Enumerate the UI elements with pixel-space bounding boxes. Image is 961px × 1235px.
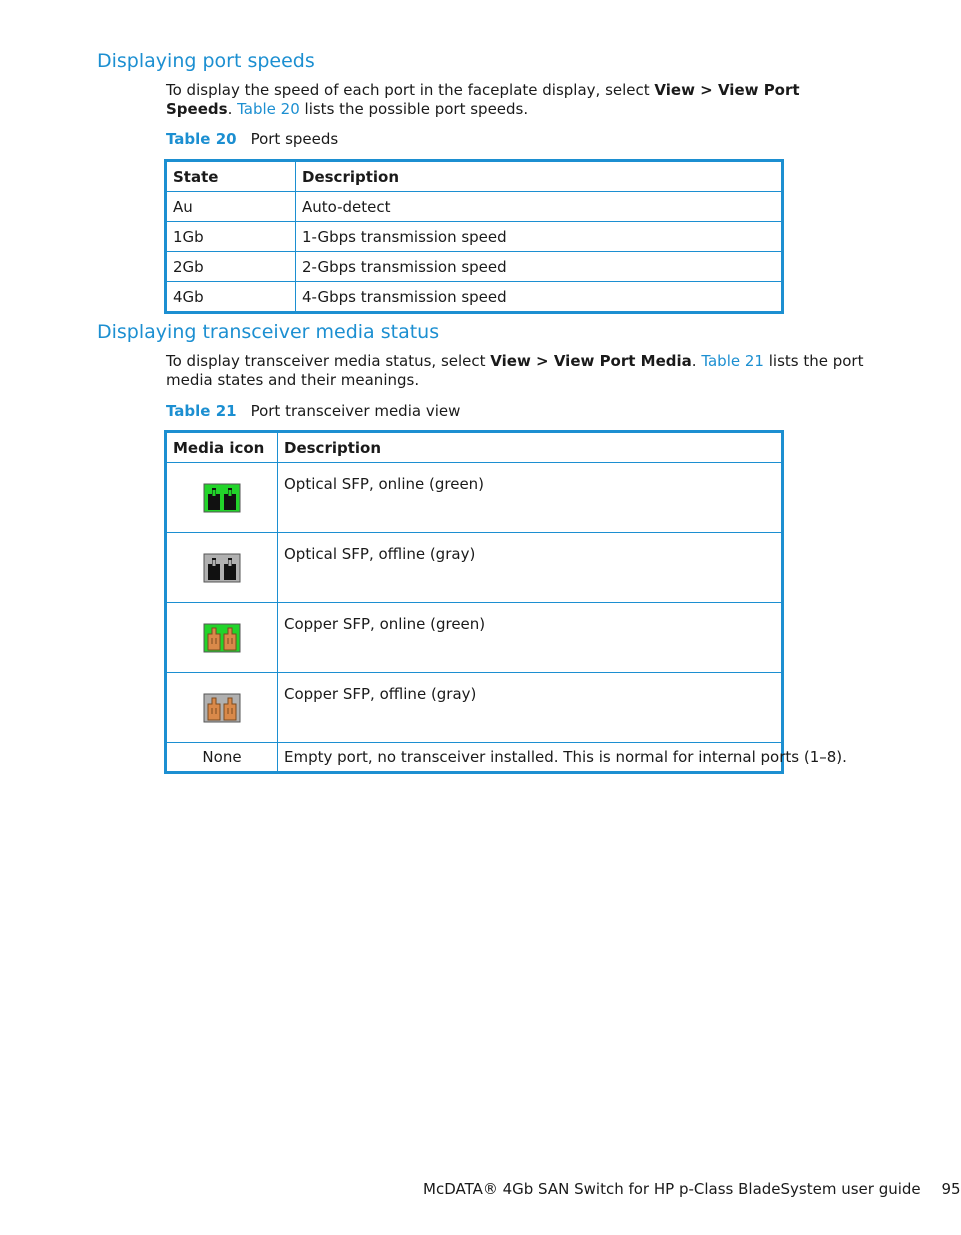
column-header-description: Description	[278, 432, 783, 463]
media-icon-cell: None	[166, 743, 278, 773]
column-header-description: Description	[296, 161, 783, 192]
state-cell: 4Gb	[166, 282, 296, 313]
copper-sfp-offline-icon	[204, 694, 240, 722]
page-number: 95	[941, 1180, 961, 1198]
footer-title: McDATA® 4Gb SAN Switch for HP p-Class BladeSystem user guide	[423, 1180, 921, 1198]
description-cell: 4-Gbps transmission speed	[296, 282, 783, 313]
state-cell: 1Gb	[166, 222, 296, 252]
table-row	[166, 743, 783, 773]
table-row	[166, 603, 783, 673]
description-cell: Copper SFP, offline (gray)	[278, 673, 783, 743]
optical-sfp-online-icon	[204, 484, 240, 512]
column-header-state: State	[166, 161, 296, 192]
state-cell: Au	[166, 192, 296, 222]
table-21-link[interactable]: Table 21	[701, 352, 764, 370]
table-header-row	[166, 432, 783, 463]
port-speeds-table	[164, 159, 784, 314]
table-row	[166, 192, 783, 222]
table-21-caption: Table 21 Port transceiver media view	[166, 402, 461, 420]
table-row	[166, 222, 783, 252]
description-cell: 2-Gbps transmission speed	[296, 252, 783, 282]
media-icon-cell	[166, 603, 278, 673]
description-cell: 1-Gbps transmission speed	[296, 222, 783, 252]
table-header-row	[166, 161, 783, 192]
page-footer	[423, 1180, 961, 1198]
column-header-media-icon: Media icon	[166, 432, 278, 463]
copper-sfp-online-icon	[204, 624, 240, 652]
media-icon-cell	[166, 673, 278, 743]
table-row	[166, 673, 783, 743]
description-cell: Optical SFP, offline (gray)	[278, 533, 783, 603]
optical-sfp-offline-icon	[204, 554, 240, 582]
section-heading-transceiver-media: Displaying transceiver media status	[97, 321, 440, 343]
table-row	[166, 533, 783, 603]
table-row	[166, 252, 783, 282]
transceiver-media-table	[164, 430, 847, 774]
menu-path-port-speeds: View > View Port Speeds	[166, 81, 800, 118]
media-icon-cell	[166, 463, 278, 533]
menu-path-port-media: View > View Port Media	[490, 352, 692, 370]
port-speeds-paragraph: To display the speed of each port in the faceplate display, select View > View Port Speeds. Table 20 lists the possible port speeds.	[166, 81, 800, 118]
table-row	[166, 463, 783, 533]
description-cell: Empty port, no transceiver installed. This is normal for internal ports (1–8).	[278, 743, 783, 773]
media-status-paragraph: To display transceiver media status, select View > View Port Media. Table 21 lists the port media states and their meanings.	[166, 352, 864, 389]
table-row	[166, 282, 783, 313]
state-cell: 2Gb	[166, 252, 296, 282]
media-icon-cell	[166, 533, 278, 603]
description-cell: Auto-detect	[296, 192, 783, 222]
table-20-caption: Table 20 Port speeds	[166, 130, 339, 148]
description-cell: Optical SFP, online (green)	[278, 463, 783, 533]
section-heading-port-speeds: Displaying port speeds	[97, 50, 315, 72]
table-20-link[interactable]: Table 20	[237, 100, 300, 118]
description-cell: Copper SFP, online (green)	[278, 603, 783, 673]
